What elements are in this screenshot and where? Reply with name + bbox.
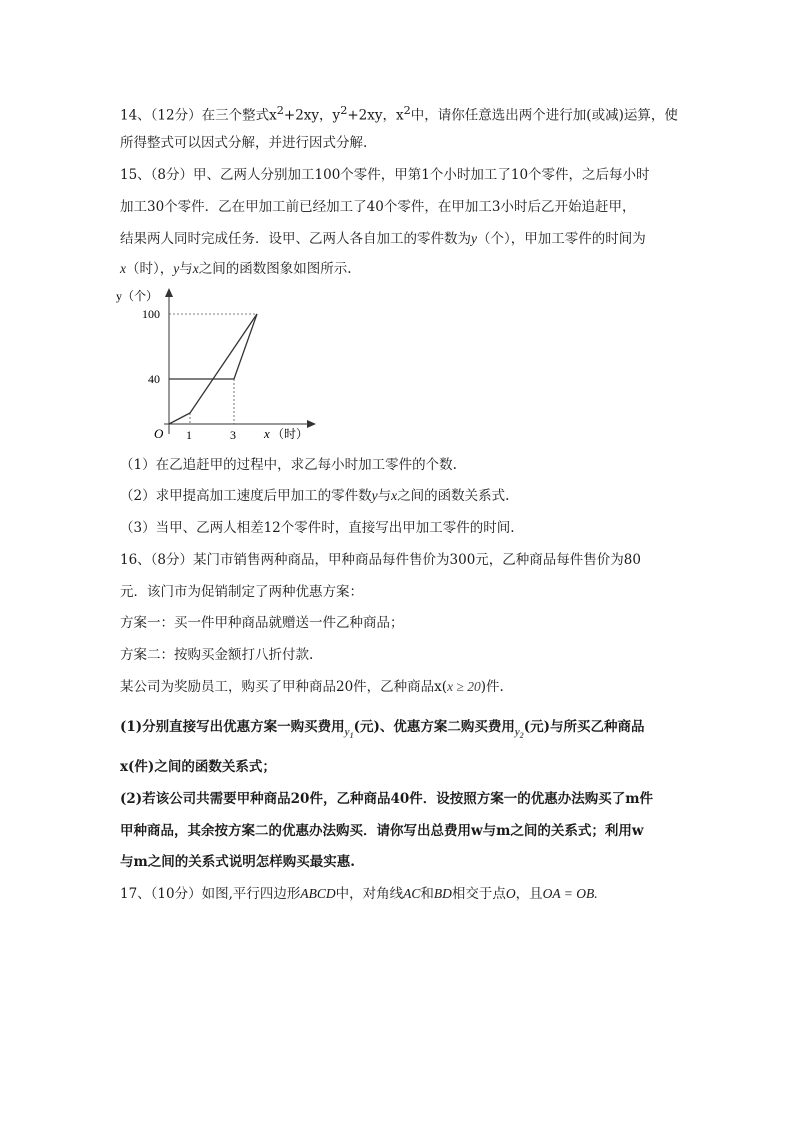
var-y2: y	[514, 726, 520, 738]
q14-line-1	[120, 102, 678, 125]
q15-text: 之间的函数图象如图所示.	[198, 261, 352, 277]
var-ac: AC	[403, 886, 421, 901]
q16-text: )件.	[480, 679, 504, 695]
q17-line-1	[120, 885, 598, 903]
line-jia	[169, 314, 257, 424]
q16-line-5	[120, 678, 504, 696]
superscript: 2	[403, 104, 411, 117]
q17-text: 相交于点	[451, 886, 506, 902]
q17-text: 17、（10分）如图,平行四边形	[120, 886, 301, 902]
q15-text: 之间的函数关系式.	[397, 488, 510, 504]
var-abcd: ABCD	[300, 886, 336, 901]
y-axis-label: y（个）	[116, 289, 159, 303]
q16-line-1: 16、（8分）某门市销售两种商品，甲种商品每件售价为300元，乙种商品每件售价为80	[120, 552, 641, 568]
q15-line-4	[120, 260, 352, 278]
q14-text: +2xy，x	[347, 107, 404, 124]
q14-text: 中，请你任意选出两个进行加(或减)运算，使	[410, 107, 678, 124]
y-tick-40: 40	[148, 372, 160, 386]
var-y: y	[173, 261, 180, 276]
q16-part-1	[120, 718, 645, 738]
function-graph	[112, 286, 322, 448]
q15-line-3	[120, 230, 646, 248]
var-y1: y	[344, 726, 350, 738]
line-yi	[169, 314, 257, 379]
x-axis-var: x	[264, 426, 270, 441]
q14-text: +2xy，y	[283, 107, 341, 124]
x-axis-unit: （时）	[272, 427, 309, 441]
q16-text: (元)、优惠方案二购买费用	[353, 719, 515, 735]
q16-text: (元)与所买乙种商品	[523, 719, 645, 735]
q16-text: 某公司为奖励员工，购买了甲种商品20件，乙种商品x(	[120, 679, 448, 695]
q15-text: （2）求甲提高加工速度后甲加工的零件数	[120, 488, 372, 504]
q17-text: 中，对角线	[335, 886, 404, 902]
q16-part-2-line-3: 与m之间的关系式说明怎样购买最实惠.	[120, 854, 355, 870]
var-y: y	[371, 488, 378, 503]
x-tick-1: 1	[186, 428, 192, 442]
q16-part-1-cont: x(件)之间的函数关系式；	[120, 759, 276, 775]
q15-line-2: 加工30个零件．乙在甲加工前已经加工了40个零件，在甲加工3小时后乙开始追赶甲，	[120, 199, 636, 215]
q15-sub-3: （3）当甲、乙两人相差12个零件时，直接写出甲加工零件的时间.	[120, 520, 515, 536]
y-tick-100: 100	[142, 307, 160, 321]
q16-part-2-line-1: (2)若该公司共需要甲种商品20件，乙种商品40件．设按照方案一的优惠办法购买了m件	[120, 791, 654, 807]
var-y1-subscript: 1	[349, 731, 354, 740]
q16-line-2: 元．该门市为促销制定了两种优惠方案：	[120, 584, 363, 600]
q15-text: 与	[377, 488, 392, 504]
q14-text: 14、（12分）在三个整式x	[120, 107, 277, 124]
x-tick-3: 3	[230, 428, 236, 442]
var-y2-subscript: 2	[519, 731, 524, 740]
q15-line-1: 15、（8分）甲、乙两人分别加工100个零件，甲第1个小时加工了10个零件，之后每小时	[120, 167, 650, 183]
q15-text: 与	[179, 261, 193, 277]
origin-label: O	[154, 426, 164, 441]
condition-expression: x ≥ 20	[447, 679, 481, 694]
var-x: x	[120, 261, 126, 276]
var-x: x	[391, 488, 398, 503]
q16-text: (1)分别直接写出优惠方案一购买费用	[120, 719, 345, 735]
q16-plan-1: 方案一：买一件甲种商品就赠送一件乙种商品；	[120, 615, 404, 631]
var-o: O	[505, 886, 516, 901]
x-axis-arrow	[307, 420, 316, 428]
var-y: y	[471, 231, 477, 246]
q16-part-2-line-2: 甲种商品，其余按方案二的优惠办法购买．请你写出总费用w与m之间的关系式；利用w	[120, 823, 644, 839]
q17-text: ，且	[515, 886, 543, 902]
q14-line-2: 所得整式可以因式分解，并进行因式分解.	[120, 135, 368, 151]
q15-sub-2	[120, 487, 509, 505]
q15-text: （个），甲加工零件的时间为	[477, 231, 646, 247]
equation-oa-ob: OA = OB.	[542, 886, 598, 901]
q15-text: （时），	[126, 261, 174, 277]
q17-text: 和	[420, 886, 434, 902]
y-axis-arrow	[165, 288, 173, 297]
var-bd: BD	[433, 886, 452, 901]
var-x: x	[192, 261, 199, 276]
q15-text: 结果两人同时完成任务．设甲、乙两人各自加工的零件数为	[120, 231, 471, 247]
superscript: 2	[340, 104, 348, 117]
q16-plan-2: 方案二：按购买金额打八折付款.	[120, 647, 314, 663]
q15-sub-1: （1）在乙追赶甲的过程中，求乙每小时加工零件的个数.	[120, 457, 457, 473]
superscript: 2	[276, 104, 284, 117]
